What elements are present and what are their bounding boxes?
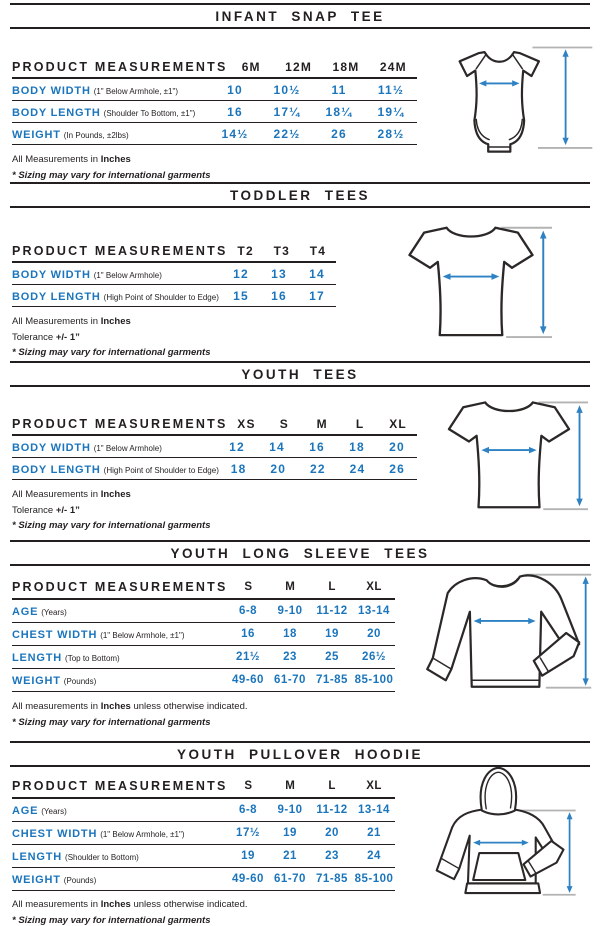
table-row <box>12 799 395 822</box>
measurement-value: 17½ <box>236 827 260 839</box>
measurement-value: 18 <box>283 628 297 640</box>
measurement-value: 13 <box>271 266 287 281</box>
measurement-label <box>12 81 209 99</box>
table-row <box>12 123 417 145</box>
table-row <box>12 436 417 458</box>
table-header-row <box>12 775 395 799</box>
size-column-header: S <box>244 780 253 792</box>
measurement-name: CHEST WIDTH <box>12 828 98 840</box>
section-infant-snap-tee <box>0 0 600 182</box>
measurement-value: 9-10 <box>277 605 303 617</box>
measurement-value: 26 <box>331 126 347 141</box>
body-length-arrow <box>562 49 568 145</box>
bodysuit-outline <box>460 52 539 151</box>
measurement-value: 11-12 <box>316 804 348 816</box>
section-title: YOUTH TEES <box>241 366 359 382</box>
note-line: All Measurements in Inches <box>12 316 131 327</box>
size-column-header: L <box>355 416 365 431</box>
measurement-value: 20 <box>270 461 287 476</box>
size-column-header: 12M <box>285 59 313 74</box>
section-youth-tees <box>0 361 600 540</box>
note-line: * Sizing may vary for international garments <box>12 914 211 926</box>
measurement-value: 13-14 <box>358 605 390 617</box>
size-table <box>12 413 417 480</box>
long-sleeve-outline <box>427 575 579 686</box>
measurement-value: 18¼ <box>325 104 353 119</box>
size-column-header: 18M <box>332 59 360 74</box>
size-table <box>12 576 395 692</box>
measurement-label <box>12 870 227 888</box>
size-column-header: T3 <box>273 243 290 258</box>
measurement-value: 19 <box>241 850 255 862</box>
measurement-value: 19 <box>325 628 339 640</box>
measurement-label <box>12 801 227 819</box>
kangaroo-pocket <box>473 853 525 880</box>
measurement-value: 49-60 <box>232 674 264 686</box>
product-measurements-header: PRODUCT MEASUREMENTS <box>12 779 228 793</box>
measurement-note: (Pounds) <box>63 677 97 686</box>
measurement-value: 13-14 <box>358 804 390 816</box>
measurement-value: 14 <box>269 439 285 454</box>
section-title: INFANT SNAP TEE <box>215 8 385 24</box>
table-row <box>12 669 395 692</box>
size-table <box>12 775 395 891</box>
measurement-value: 10 <box>227 82 243 97</box>
measurement-name: AGE <box>12 805 39 817</box>
note-line: Tolerance +/- 1” <box>12 331 80 343</box>
section-toddler-tees <box>0 182 600 361</box>
measurement-value: 14½ <box>221 126 249 141</box>
measurement-label <box>12 602 227 620</box>
measurement-value: 22½ <box>273 126 301 141</box>
measurement-name: BODY LENGTH <box>12 463 101 476</box>
measurement-value: 71-85 <box>316 674 348 686</box>
measurement-value: 11½ <box>377 82 405 97</box>
measurement-value: 11 <box>331 82 347 97</box>
note-line: * Sizing may vary for international garments <box>12 347 211 358</box>
note-line: * Sizing may vary for international garments <box>12 169 211 181</box>
table-row <box>12 623 395 646</box>
table-header-row <box>12 56 417 79</box>
measurement-name: BODY WIDTH <box>12 268 91 281</box>
measurement-note: (High Point of Shoulder to Edge) <box>103 465 219 475</box>
size-column-header: L <box>328 780 336 792</box>
measurement-name: BODY WIDTH <box>12 441 91 454</box>
measurement-note: (1" Below Armhole, ±1") <box>93 86 179 96</box>
measurement-value: 25 <box>325 651 339 663</box>
table-row <box>12 646 395 669</box>
table-row <box>12 600 395 623</box>
body-length-arrow <box>576 405 582 506</box>
measurement-value: 61-70 <box>274 873 306 885</box>
measurement-value: 6-8 <box>238 605 258 617</box>
measurement-value: 85-100 <box>354 674 394 686</box>
table-row <box>12 822 395 845</box>
measurement-value: 24 <box>349 461 366 476</box>
measurement-value: 16 <box>241 628 255 640</box>
measurement-value: 17¼ <box>273 104 301 119</box>
size-column-header: 24M <box>379 59 407 74</box>
measurement-label <box>12 287 222 305</box>
section-title: YOUTH LONG SLEEVE TEES <box>170 545 430 561</box>
measurement-value: 24 <box>367 850 381 862</box>
size-table <box>12 240 336 307</box>
measurement-value: 10½ <box>273 82 301 97</box>
section-title: TODDLER TEES <box>229 187 370 203</box>
measurement-name: BODY LENGTH <box>12 106 101 119</box>
section-title-band <box>10 182 590 208</box>
note-line: * Sizing may vary for international garments <box>12 520 211 531</box>
measurement-label <box>12 847 227 865</box>
size-column-header: XL <box>366 780 382 792</box>
measurement-value: 28½ <box>377 126 405 141</box>
measurement-value: 16 <box>309 439 325 454</box>
measurement-name: WEIGHT <box>12 675 61 687</box>
measurement-note: (Pounds) <box>63 876 97 885</box>
measurement-value: 26½ <box>362 651 386 663</box>
measurement-value: 71-85 <box>316 873 348 885</box>
measurement-name: CHEST WIDTH <box>12 629 98 641</box>
measurement-value: 12 <box>229 439 245 454</box>
section-title-band <box>10 3 590 29</box>
measurement-label <box>12 460 219 478</box>
note-line: * Sizing may vary for international garments <box>12 716 211 728</box>
table-row <box>12 79 417 101</box>
measurement-note: (1" Below Armhole) <box>93 443 162 453</box>
measurement-note: (Years) <box>41 807 67 816</box>
measurement-note: (1" Below Armhole, ±1") <box>100 631 185 640</box>
section-title-band <box>10 361 590 387</box>
size-column-header: L <box>328 581 336 593</box>
section-title: YOUTH PULLOVER HOODIE <box>176 746 423 762</box>
measurement-value: 85-100 <box>354 873 394 885</box>
measurement-value: 21 <box>367 827 381 839</box>
measurement-value: 21 <box>283 850 297 862</box>
body-length-arrow <box>540 231 547 335</box>
measurement-note: (1" Below Armhole, ±1") <box>100 830 185 839</box>
measurement-label <box>12 265 222 283</box>
size-column-header: M <box>285 581 296 593</box>
measurement-value: 12 <box>233 266 249 281</box>
long-sleeve-tee-illustration <box>418 558 594 706</box>
size-column-header: T2 <box>237 243 254 258</box>
table-header-row <box>12 576 395 600</box>
size-column-header: 6M <box>241 59 261 74</box>
measurement-value: 18 <box>230 461 247 476</box>
table-row <box>12 845 395 868</box>
measurement-value: 19 <box>283 827 297 839</box>
measurement-note: (Years) <box>41 608 67 617</box>
size-column-header: XL <box>366 581 382 593</box>
measurement-value: 9-10 <box>277 804 303 816</box>
measurement-value: 11-12 <box>316 605 348 617</box>
measurement-value: 22 <box>310 461 326 476</box>
size-table <box>12 56 417 145</box>
table-row <box>12 458 417 480</box>
table-row <box>12 868 395 891</box>
tshirt-illustration <box>388 216 554 345</box>
measurement-value: 6-8 <box>238 804 258 816</box>
product-measurements-header: PRODUCT MEASUREMENTS <box>12 416 228 431</box>
measurement-name: BODY WIDTH <box>12 84 91 97</box>
tshirt-outline <box>449 402 569 507</box>
table-row <box>12 101 417 123</box>
measurement-note: (1" Below Armhole) <box>93 270 162 280</box>
note-line: All Measurements in Inches <box>12 154 131 165</box>
length-arrow <box>567 812 573 893</box>
measurement-note: (In Pounds, ±2lbs) <box>63 130 129 140</box>
measurement-name: WEIGHT <box>12 128 61 141</box>
measurement-note: (Shoulder To Bottom, ±1") <box>103 108 196 118</box>
measurement-value: 49-60 <box>232 873 264 885</box>
table-row <box>12 263 336 285</box>
product-measurements-header: PRODUCT MEASUREMENTS <box>12 580 228 594</box>
section-youth-pullover-hoodie <box>0 741 600 926</box>
measurement-value: 15 <box>233 288 249 303</box>
measurement-note: (Shoulder to Bottom) <box>65 853 139 862</box>
note-line: Tolerance +/- 1” <box>12 504 80 516</box>
measurement-value: 20 <box>325 827 339 839</box>
size-column-header: T4 <box>309 243 327 258</box>
waistband <box>465 883 540 893</box>
measurement-value: 19¼ <box>377 104 405 119</box>
size-column-header: S <box>244 581 253 593</box>
product-measurements-header: PRODUCT MEASUREMENTS <box>12 59 228 74</box>
measurement-label <box>12 103 209 121</box>
measurement-value: 16 <box>271 288 287 303</box>
measurement-name: LENGTH <box>12 652 63 664</box>
hoodie-illustration <box>428 761 580 904</box>
size-column-header: XS <box>237 416 256 431</box>
measurement-value: 14 <box>309 266 325 281</box>
measurement-name: AGE <box>12 606 39 618</box>
measurement-value: 26 <box>389 461 406 476</box>
measurement-value: 23 <box>283 651 297 663</box>
measurement-name: BODY LENGTH <box>12 290 101 303</box>
measurement-value: 16 <box>227 104 243 119</box>
measurement-value: 23 <box>325 850 339 862</box>
measurement-note: (High Point of Shoulder to Edge) <box>103 292 219 302</box>
note-line: All measurements in Inches unless otherwise indicated. <box>12 899 248 910</box>
size-column-header: S <box>279 416 289 431</box>
measurement-value: 17 <box>309 288 325 303</box>
measurement-note: (Top to Bottom) <box>65 654 120 663</box>
table-row <box>12 285 336 307</box>
table-header-row <box>12 413 417 436</box>
measurement-label <box>12 125 209 143</box>
product-measurements-header: PRODUCT MEASUREMENTS <box>12 243 228 258</box>
section-youth-long-sleeve-tees <box>0 540 600 741</box>
length-arrow <box>583 577 589 686</box>
note-line: All measurements in Inches unless otherwise indicated. <box>12 701 248 712</box>
tshirt-illustration <box>428 391 590 517</box>
measurement-label <box>12 438 217 456</box>
size-column-header: XL <box>389 416 407 431</box>
measurement-label <box>12 625 227 643</box>
measurement-label <box>12 671 227 689</box>
measurement-value: 61-70 <box>274 674 306 686</box>
table-header-row <box>12 240 336 263</box>
measurement-value: 21½ <box>236 651 260 663</box>
measurement-name: WEIGHT <box>12 874 61 886</box>
measurement-value: 20 <box>367 628 381 640</box>
tshirt-outline <box>409 228 532 335</box>
note-line: All Measurements in Inches <box>12 489 131 500</box>
measurement-value: 20 <box>389 439 405 454</box>
infant-bodysuit-illustration <box>444 30 596 159</box>
measurement-name: LENGTH <box>12 851 63 863</box>
measurement-label <box>12 648 227 666</box>
size-column-header: M <box>316 416 328 431</box>
size-column-header: M <box>285 780 296 792</box>
measurement-label <box>12 824 227 842</box>
measurement-value: 18 <box>349 439 365 454</box>
